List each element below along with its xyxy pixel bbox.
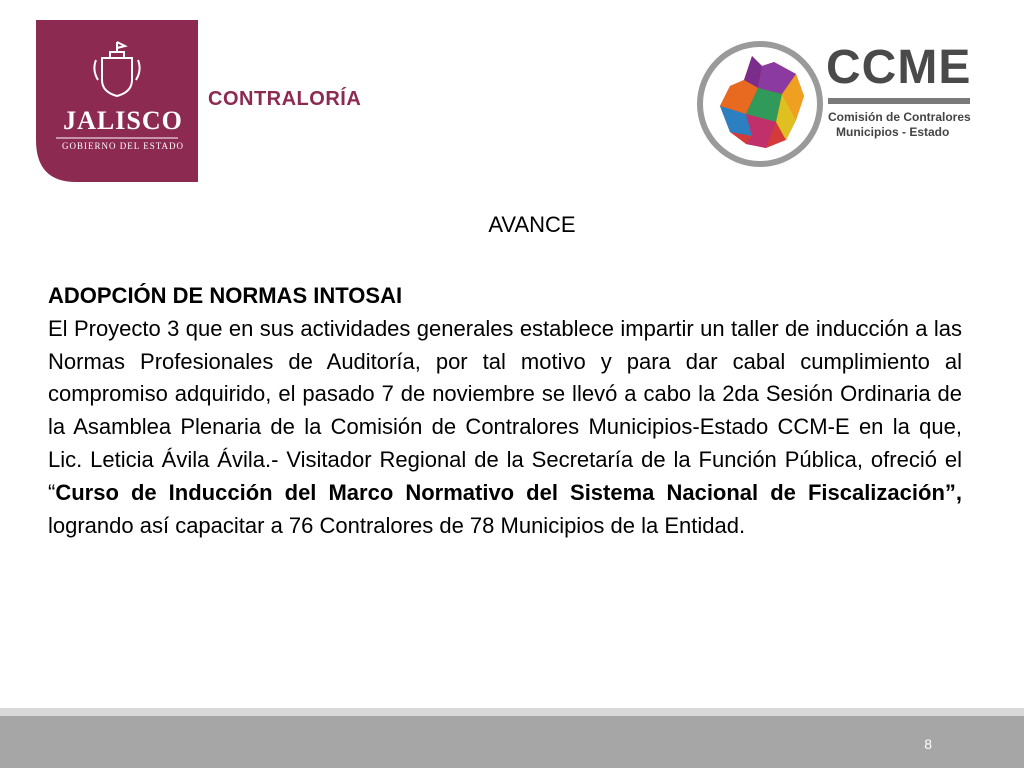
body-paragraph: [48, 313, 962, 543]
jalisco-wordmark: JALISCO: [63, 106, 183, 135]
section-heading: ADOPCIÓN DE NORMAS INTOSAI: [48, 283, 403, 308]
paragraph-text-start: El Proyecto 3 que en sus actividades generales establece impartir un taller de inducción a las Normas Profesionales de Auditoría, por tal motivo y para dar cabal cumplimiento al compromiso adquirido, el pasado 7 de noviembre se llevó a cabo la 2da Sesión Ordinaria de la Asamblea Plenaria de la Comisión de Contralores Municipios-Estado CCM-E en la que, Lic. Leticia Ávila Ávila.- Visitador Regional de la Secretaría de la Función Pública, ofreció el “: [48, 315, 962, 505]
slide-title: AVANCE: [488, 212, 576, 237]
course-name-bold: Curso de Inducción del Marco Normativo del Sistema Nacional de Fiscalización”,: [55, 479, 962, 505]
footer-top-strip: [0, 708, 1024, 716]
ccme-divider: [828, 98, 970, 104]
page-number: 8: [924, 736, 932, 752]
contraloria-label: CONTRALORÍA: [208, 88, 362, 110]
footer-bar: [0, 716, 1024, 768]
ccme-map-emblem-icon: [696, 36, 824, 176]
jalisco-badge-icon: [36, 20, 198, 182]
paragraph-text-end: logrando así capacitar a 76 Contralores de 78 Municipios de la Entidad.: [48, 512, 746, 538]
gobierno-subtitle: GOBIERNO DEL ESTADO: [62, 141, 184, 151]
slide-content: [48, 280, 962, 542]
ccme-logo: [696, 36, 978, 176]
ccme-subtitle-line1: Comisión de Contralores: [828, 110, 971, 124]
ccme-subtitle-line2: Municipios - Estado: [836, 125, 950, 139]
jalisco-contraloria-logo: [36, 20, 360, 182]
ccme-wordmark: CCME: [826, 41, 972, 94]
